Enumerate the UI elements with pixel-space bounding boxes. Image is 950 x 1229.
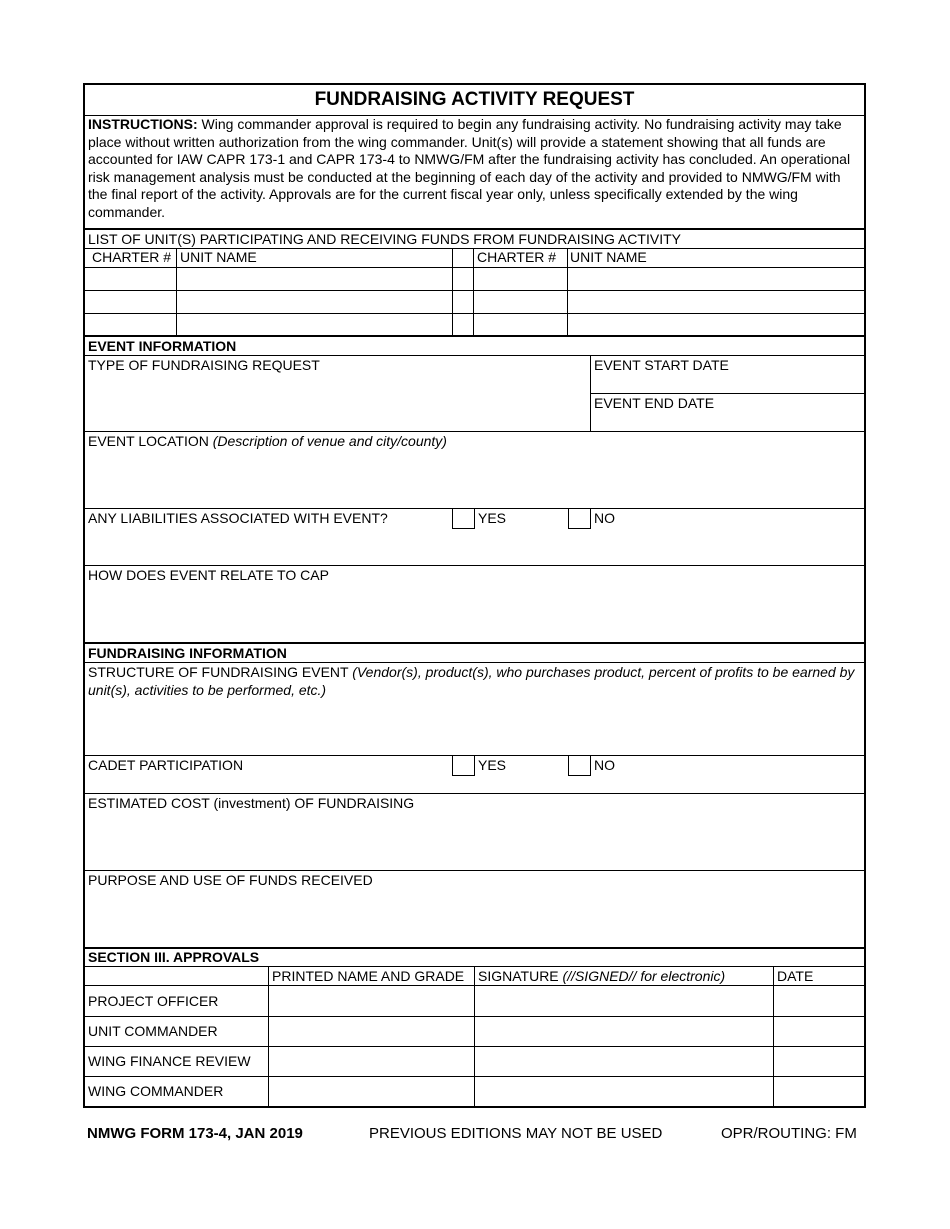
purpose-label: PURPOSE AND USE OF FUNDS RECEIVED — [88, 872, 373, 888]
structure-field[interactable] — [86, 700, 862, 754]
wing-commander-name-field[interactable] — [270, 1077, 473, 1105]
purpose-field[interactable] — [86, 890, 862, 946]
divider — [85, 335, 864, 337]
approvals-section-title: SECTION III. APPROVALS — [88, 949, 260, 965]
form-title: FUNDRAISING ACTIVITY REQUEST — [314, 89, 635, 110]
routing: OPR/ROUTING: FM — [721, 1125, 857, 1142]
estimated-cost-field[interactable] — [86, 813, 862, 869]
divider — [85, 228, 864, 230]
charter-field-left-3[interactable] — [86, 314, 175, 335]
charter-field-right-1[interactable] — [474, 268, 566, 289]
unit-commander-signature-field[interactable] — [476, 1017, 772, 1045]
row-wing-commander: WING COMMANDER — [88, 1083, 224, 1099]
row-unit-commander: UNIT COMMANDER — [88, 1023, 218, 1039]
event-end-date-label: EVENT END DATE — [594, 395, 715, 411]
divider — [474, 966, 475, 1106]
liabilities-label: ANY LIABILITIES ASSOCIATED WITH EVENT? — [88, 510, 388, 526]
unit-name-field-left-2[interactable] — [177, 291, 451, 312]
divider — [268, 966, 269, 1106]
project-officer-signature-field[interactable] — [476, 986, 772, 1015]
unit-name-field-right-3[interactable] — [568, 314, 862, 335]
col-date: DATE — [777, 968, 814, 984]
charter-field-left-1[interactable] — [86, 268, 175, 289]
editions-notice: PREVIOUS EDITIONS MAY NOT BE USED — [369, 1125, 663, 1142]
cadet-yes-label: YES — [478, 757, 507, 773]
project-officer-date-field[interactable] — [775, 986, 862, 1015]
charter-field-right-3[interactable] — [474, 314, 566, 335]
liabilities-details-field[interactable] — [86, 530, 862, 565]
divider — [85, 662, 864, 663]
wing-finance-date-field[interactable] — [775, 1047, 862, 1075]
charter-label-right: CHARTER # — [477, 249, 557, 265]
event-section-title: EVENT INFORMATION — [88, 338, 237, 354]
liabilities-no-checkbox[interactable] — [568, 509, 591, 529]
row-wing-finance-review: WING FINANCE REVIEW — [88, 1053, 251, 1069]
type-of-request-field[interactable] — [86, 375, 588, 431]
divider — [590, 393, 864, 394]
type-of-request-label: TYPE OF FUNDRAISING REQUEST — [88, 357, 320, 373]
charter-field-right-2[interactable] — [474, 291, 566, 312]
charter-field-left-2[interactable] — [86, 291, 175, 312]
instructions-label: INSTRUCTIONS: — [88, 116, 198, 132]
liabilities-no-label: NO — [594, 510, 615, 526]
divider — [85, 642, 864, 644]
unit-commander-name-field[interactable] — [270, 1017, 473, 1045]
event-start-date-field[interactable] — [705, 357, 861, 392]
divider — [85, 565, 864, 566]
fundraising-section-title: FUNDRAISING INFORMATION — [88, 645, 287, 661]
unit-name-field-right-1[interactable] — [568, 268, 862, 289]
wing-finance-name-field[interactable] — [270, 1047, 473, 1075]
unit-name-field-right-2[interactable] — [568, 291, 862, 312]
cadet-yes-checkbox[interactable] — [452, 756, 475, 776]
estimated-cost-label: ESTIMATED COST (investment) OF FUNDRAISING — [88, 795, 415, 811]
unit-commander-date-field[interactable] — [775, 1017, 862, 1045]
divider — [773, 966, 774, 1106]
cadet-participation-label: CADET PARTICIPATION — [88, 757, 244, 773]
form-id: NMWG FORM 173-4, JAN 2019 — [87, 1125, 303, 1142]
col-signature: SIGNATURE (//SIGNED// for electronic) — [478, 968, 726, 984]
unit-name-field-left-1[interactable] — [177, 268, 451, 289]
event-location-field[interactable] — [86, 451, 862, 507]
cadet-no-label: NO — [594, 757, 615, 773]
unit-name-label-right: UNIT NAME — [570, 249, 647, 265]
divider — [85, 431, 864, 432]
row-project-officer: PROJECT OFFICER — [88, 993, 219, 1009]
event-location-label: EVENT LOCATION (Description of venue and city/county) — [88, 433, 447, 449]
col-printed-name: PRINTED NAME AND GRADE — [272, 968, 465, 984]
divider — [85, 355, 864, 356]
cadet-no-checkbox[interactable] — [568, 756, 591, 776]
instructions — [88, 116, 860, 221]
wing-finance-signature-field[interactable] — [476, 1047, 772, 1075]
structure-hint: (Vendor(s), product(s), who purchases product, percent of profits to be earned by — [352, 664, 855, 680]
unit-name-field-left-3[interactable] — [177, 314, 451, 335]
fundraising-request-form — [83, 83, 866, 1108]
event-location-hint: (Description of venue and city/county) — [212, 433, 447, 449]
instructions-text: Wing commander approval is required to begin any fundraising activity. No fundraising activity may take place without written authorization from the wing commander. Unit(s) will provide a statement showing that all funds are accounted for IAW CAPR 173-1 and CAPR 173-4 to NMWG/FM after the fundraising activity has concluded. An operational risk management analysis must be conducted at the beginning of each day of the activity and provided to NMWG/FM with the final report of the activity. Approvals are for the current fiscal year only, unless specifically extended by the wing commander. — [88, 116, 851, 220]
liabilities-yes-label: YES — [478, 510, 507, 526]
divider — [85, 870, 864, 871]
structure-label: STRUCTURE OF FUNDRAISING EVENT (Vendor(s), product(s), who purchases product, percent of profits to be earned by — [88, 664, 855, 680]
divider — [452, 248, 453, 335]
event-end-date-field[interactable] — [705, 395, 861, 430]
wing-commander-date-field[interactable] — [775, 1077, 862, 1105]
relate-to-cap-field[interactable] — [86, 585, 862, 641]
wing-commander-signature-field[interactable] — [476, 1077, 772, 1105]
structure-hint-continued: unit(s), activities to be performed, etc.) — [88, 682, 327, 698]
units-header: LIST OF UNIT(S) PARTICIPATING AND RECEIVING FUNDS FROM FUNDRAISING ACTIVITY — [88, 231, 681, 247]
unit-name-label-left: UNIT NAME — [180, 249, 257, 265]
liabilities-yes-checkbox[interactable] — [452, 509, 475, 529]
charter-label-left: CHARTER # — [92, 249, 172, 265]
divider — [85, 793, 864, 794]
relate-to-cap-label: HOW DOES EVENT RELATE TO CAP — [88, 567, 329, 583]
project-officer-name-field[interactable] — [270, 986, 473, 1015]
event-start-date-label: EVENT START DATE — [594, 357, 729, 373]
col-signature-hint: (//SIGNED// for electronic) — [562, 968, 726, 984]
